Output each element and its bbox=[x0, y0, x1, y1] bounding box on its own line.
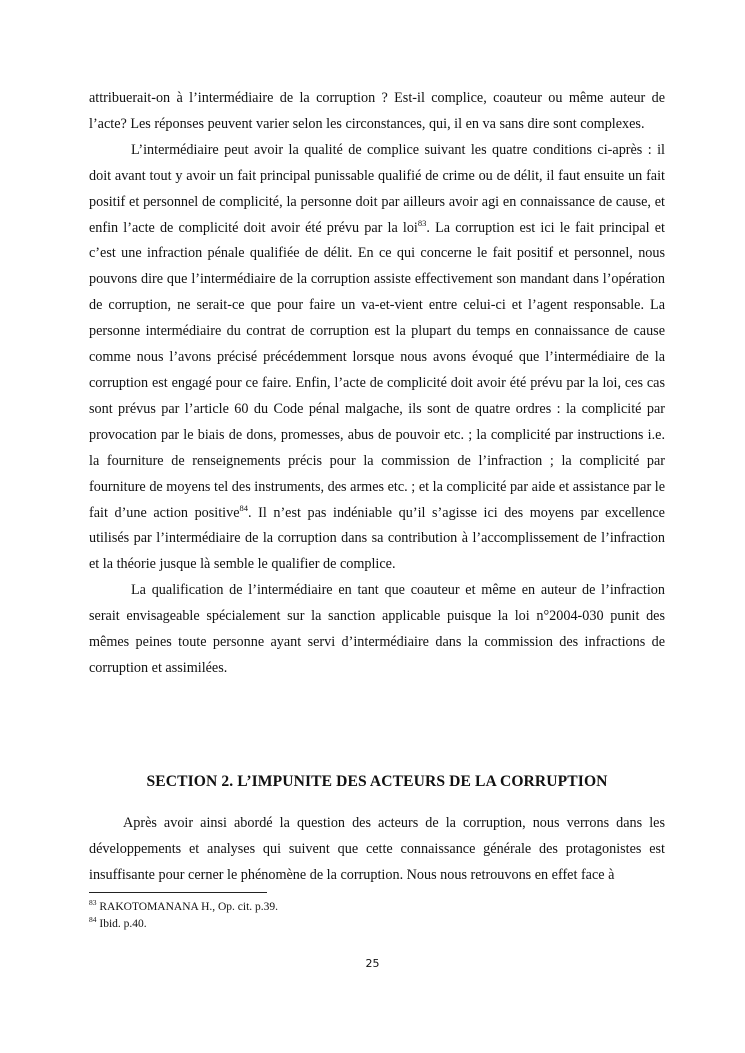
paragraph: Après avoir ainsi abordé la question des acteurs de la corruption, nous verrons dans les développements et analyses qui suivent que cette connaissance générale des protagonistes est insuffisante pour cerner le phénomène de la corruption. Nous nous retrouvons en effet face à bbox=[89, 815, 665, 883]
text-run: . Il n’est pas indéniable qu’il s’agisse ici des moyens par excellence utilisés par l’intermédiaire de la corruption dans sa contribution à l’accomplissement de l’infraction et la théorie jusque là semble le qualifier de complice. bbox=[89, 504, 665, 573]
footnote-text: RAKOTOMANANA H., Op. cit. p.39. bbox=[96, 901, 279, 913]
section-body bbox=[89, 811, 665, 889]
text-run: . La corruption est ici le fait principal et c’est une infraction pénale qualifiée de délit. En ce qui concerne le fait positif et personnel, nous pouvons dire que l’intermédiaire de la corruption assiste effectivement son mandant dans l’opération de corruption, ne serait-ce que pour faire un va-et-vient entre celui-ci et l’agent responsable. La personne intermédiaire du contrat de corruption est la plupart du temps en connaissance de cause comme nous l’avons précisé précédemment lorsque nous avons évoqué que l’intermédiaire de la corruption est engagé pour ce faire. Enfin, l’acte de complicité doit avoir été prévu par la loi, ces cas sont prévus par l’article 60 du Code pénal malgache, ils sont de quatre ordres : la complicité par provocation par le biais de dons, promesses, abus de pouvoir etc. ; la complicité par instructions i.e. la fourniture de renseignements précis pour la commission de l’infraction ; la complicité par fourniture de moyens tel des instruments, des armes etc. ; et la complicité par aide et assistance par le fait d’une action positive bbox=[89, 219, 665, 521]
text-run: L’intermédiaire peut avoir la qualité de complice suivant les quatre conditions ci-après : il doit avant tout y avoir un fait principal punissable qualifié de crime ou de délit, il faut ensuite un fait positif et personnel de complicité, la personne doit par ailleurs avoir agi en connaissance de cause, et enfin l’acte de complicité doit avoir été prévu par la loi bbox=[89, 141, 665, 236]
body-text bbox=[89, 86, 665, 682]
footnote bbox=[89, 899, 665, 916]
footnote-ref: 84 bbox=[239, 502, 249, 513]
footnote-number: 83 bbox=[89, 898, 97, 907]
paragraph: attribuerait-on à l’intermédiaire de la corruption ? Est-il complice, coauteur ou même auteur de l’acte? Les réponses peuvent varier selon les circonstances, qui, il en va sans dire sont complexes. bbox=[89, 90, 665, 132]
footnote-ref: 83 bbox=[417, 217, 427, 228]
footnote bbox=[89, 916, 665, 933]
page-number: 25 bbox=[365, 957, 380, 970]
footnote-text: Ibid. p.40. bbox=[96, 918, 147, 930]
paragraph: La qualification de l’intermédiaire en tant que coauteur et même en auteur de l’infraction serait envisageable spécialement sur la sanction applicable puisque la loi n°2004-030 punit des mêmes peines toute personne ayant servi d’intermédiaire dans la commission des infractions de corruption et assimilées. bbox=[89, 582, 665, 676]
section-heading: SECTION 2. L’IMPUNITE DES ACTEURS DE LA CORRUPTION bbox=[146, 773, 608, 790]
footnote-number: 84 bbox=[89, 915, 97, 924]
footnotes bbox=[89, 899, 665, 933]
footnote-divider bbox=[89, 892, 267, 893]
paragraph bbox=[89, 138, 665, 578]
